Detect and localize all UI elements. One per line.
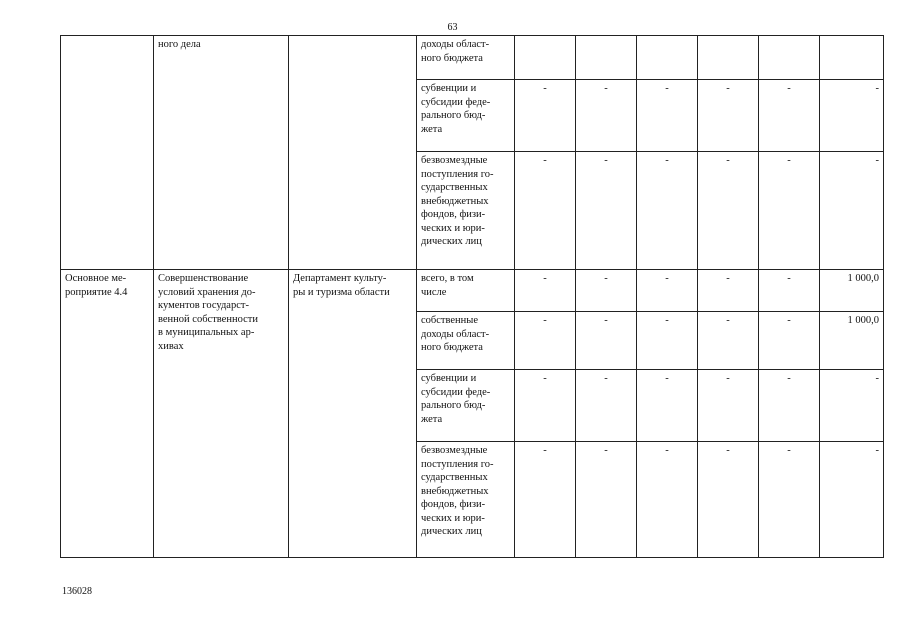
value-cell: -: [576, 442, 637, 558]
value-cell: -: [637, 312, 698, 370]
value-cell: -: [637, 80, 698, 152]
value-cell: -: [698, 312, 759, 370]
value-cell: -: [759, 80, 820, 152]
value-cell: -: [576, 370, 637, 442]
value-cell: -: [820, 370, 884, 442]
document-id: 136028: [62, 586, 92, 597]
value-cell: 1 000,0: [820, 312, 884, 370]
value-cell: -: [515, 80, 576, 152]
value-cell: -: [637, 370, 698, 442]
table-row: [61, 270, 884, 312]
value-cell: [698, 36, 759, 80]
value-cell: -: [515, 152, 576, 270]
value-cell: 1 000,0: [820, 270, 884, 312]
value-cell: [820, 36, 884, 80]
value-cell: -: [515, 312, 576, 370]
value-cell: -: [759, 270, 820, 312]
value-cell: -: [576, 312, 637, 370]
measure-name-cell: [61, 36, 154, 270]
value-cell: -: [698, 152, 759, 270]
value-cell: -: [637, 442, 698, 558]
value-cell: -: [820, 442, 884, 558]
value-cell: -: [698, 80, 759, 152]
value-cell: -: [515, 270, 576, 312]
funding-source-cell: всего, в том числе: [417, 270, 515, 312]
value-cell: -: [698, 442, 759, 558]
funding-source-cell: безвозмездные поступления го- сударственных внебюджетных фондов, физи- ческих и юри- дических лиц: [417, 152, 515, 270]
value-cell: -: [759, 312, 820, 370]
measure-name-cell: Основное ме- роприятие 4.4: [61, 270, 154, 558]
value-cell: -: [637, 152, 698, 270]
value-cell: -: [576, 80, 637, 152]
value-cell: -: [698, 370, 759, 442]
value-cell: -: [698, 270, 759, 312]
value-cell: -: [576, 152, 637, 270]
executor-cell: Департамент культу- ры и туризма области: [289, 270, 417, 558]
value-cell: -: [820, 152, 884, 270]
funding-source-cell: безвозмездные поступления го- сударственных внебюджетных фондов, физи- ческих и юри- дических лиц: [417, 442, 515, 558]
value-cell: -: [637, 270, 698, 312]
funding-source-cell: доходы област- ного бюджета: [417, 36, 515, 80]
value-cell: [576, 36, 637, 80]
value-cell: [515, 36, 576, 80]
value-cell: [637, 36, 698, 80]
value-cell: -: [759, 152, 820, 270]
value-cell: [759, 36, 820, 80]
funding-source-cell: субвенции и субсидии феде- рального бюд- жета: [417, 370, 515, 442]
value-cell: -: [759, 442, 820, 558]
executor-cell: [289, 36, 417, 270]
page-number: 63: [447, 22, 458, 33]
measure-description-cell: ного дела: [154, 36, 289, 270]
value-cell: -: [820, 80, 884, 152]
table-row: [61, 36, 884, 80]
value-cell: -: [515, 370, 576, 442]
value-cell: -: [759, 370, 820, 442]
funding-table: [60, 35, 884, 558]
funding-source-cell: собственные доходы област- ного бюджета: [417, 312, 515, 370]
value-cell: -: [576, 270, 637, 312]
funding-source-cell: субвенции и субсидии феде- рального бюд- жета: [417, 80, 515, 152]
measure-description-cell: Совершенствование условий хранения до- кументов государст- венной собственности в муниципальных ар- хивах: [154, 270, 289, 558]
value-cell: -: [515, 442, 576, 558]
